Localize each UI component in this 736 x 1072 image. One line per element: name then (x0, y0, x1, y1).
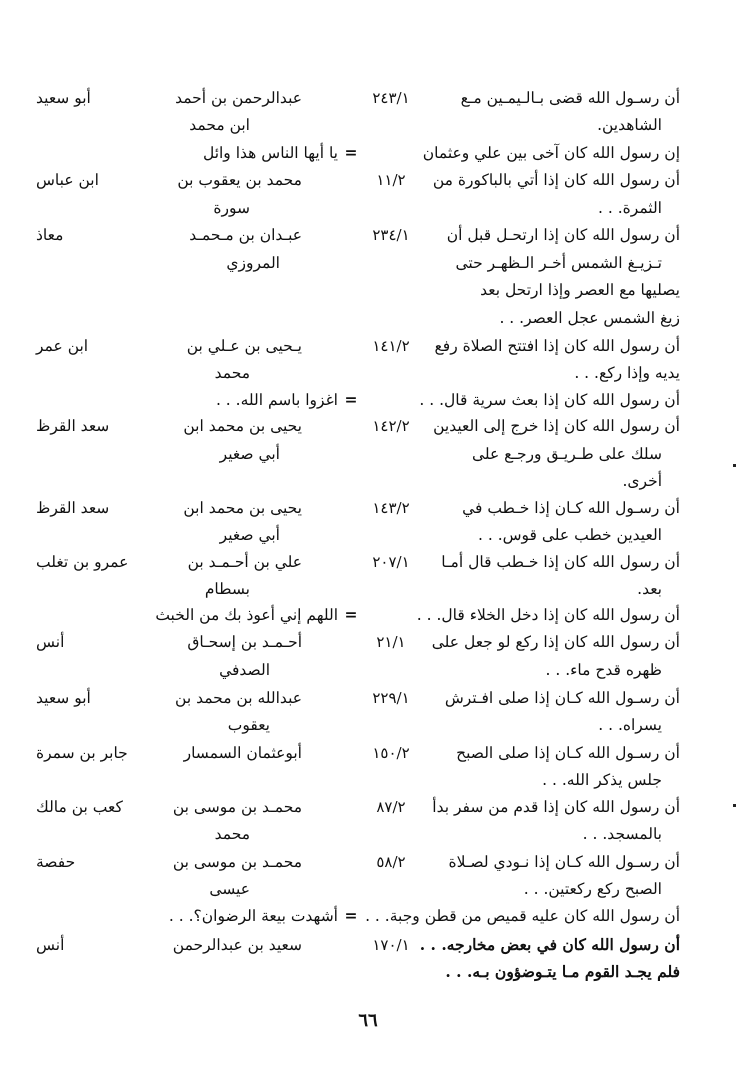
reference-number: ١٧٠/١ (372, 936, 410, 954)
companion-narrator: أبو سعيد (36, 89, 91, 107)
reference-number: ٥٨/٢ (376, 853, 406, 871)
hadith-text: أن رسول الله كان في بعض مخارجه. . . (419, 935, 680, 954)
reference-number: ٢٠٧/١ (372, 553, 410, 571)
hadith-text: العيدين خطب على قوس. . . (477, 526, 662, 544)
chain-narrator: يعقوب (227, 716, 270, 734)
chain-narrator: سعيد بن عبدالرحمن (172, 936, 302, 954)
hadith-text: بالمسجد. . . (582, 825, 662, 843)
equals-sign: = (344, 906, 358, 925)
hadith-text: أن رسول الله كان إذا قدم من سفر بدأ (432, 798, 680, 816)
chain-narrator: سورة (213, 199, 250, 217)
hadith-text: أن رسول الله كان إذا خرج إلى العيدين (433, 417, 680, 435)
chain-narrator: عبـدان بن مـحمـد (189, 226, 302, 244)
chain-narrator: أبوعثمان السمسار (183, 744, 302, 762)
companion-narrator: أنس (36, 936, 65, 954)
table-row (0, 902, 736, 930)
topic-text: اللهم إني أعوذ بك من الخبث (155, 606, 338, 624)
table-row (0, 848, 736, 876)
chain-narrator: المروزي (226, 254, 280, 272)
chain-narrator: محمد (214, 825, 250, 843)
equals-sign: = (344, 605, 358, 624)
table-row (0, 494, 736, 522)
hadith-text: يسراه. . . (598, 716, 662, 734)
table-row (0, 684, 736, 712)
table-row (0, 931, 736, 959)
hadith-text: أن رسول الله كان إذا ارتحـل قبل أن (446, 226, 680, 244)
chain-narrator: محمد (214, 364, 250, 382)
chain-narrator: عيسى (209, 880, 250, 898)
chain-narrator: أبي صغير (219, 445, 280, 463)
table-row (0, 875, 736, 903)
companion-narrator: سعد القرظ (36, 417, 110, 435)
topic-text: أشهدت بيعة الرضوان؟. . . (168, 907, 338, 925)
hadith-text: يصليها مع العصر وإذا ارتحل بعد (480, 281, 680, 299)
hadith-text: أخرى. (622, 472, 662, 490)
table-row (0, 249, 736, 277)
table-row (0, 656, 736, 684)
table-row (0, 139, 736, 167)
hadith-text: زيغ الشمس عجل العصر. . . (499, 309, 680, 327)
hadith-text: أن رسول الله كان عليه قميص من قطن وجبة. . . (365, 907, 680, 925)
companion-narrator: جابر بن سمرة (36, 744, 128, 762)
equals-sign: = (344, 390, 358, 409)
table-row (0, 194, 736, 222)
chain-narrator: محمد بن يعقوب بن (177, 171, 302, 189)
reference-number: ٢١/١ (376, 633, 406, 651)
table-row (0, 84, 736, 112)
companion-narrator: أبو سعيد (36, 689, 91, 707)
table-row (0, 521, 736, 549)
hadith-text: أن رسـول الله قضى بـالـيمـين مـع (460, 89, 680, 107)
hadith-text: سلك على طـريـق ورجـع على (471, 445, 662, 463)
hadith-text: بعد. (637, 580, 662, 598)
companion-narrator: سعد القرظ (36, 499, 110, 517)
hadith-text: أن رسول الله كان إذا ركع لو جعل على (431, 633, 680, 651)
table-row (0, 440, 736, 468)
table-row (0, 958, 736, 986)
hadith-text: أن رسـول الله كـان إذا صلى افـترش (444, 689, 680, 707)
chain-narrator: محمـد بن موسى بن (172, 798, 302, 816)
table-row (0, 467, 736, 495)
table-row (0, 766, 736, 794)
hadith-text: أن رسول الله كان إذا دخل الخلاء قال. . . (416, 606, 680, 624)
companion-narrator: أنس (36, 633, 65, 651)
chain-narrator: يـحيى بن عـلي بن (186, 337, 302, 355)
companion-narrator: حفصة (36, 853, 76, 871)
hadith-text: ظهره قدح ماء. . . (545, 661, 662, 679)
hadith-text: فلم يجـد القوم مـا يتـوضؤون بـه. . . (445, 962, 680, 981)
reference-number: ١٤٢/٢ (372, 417, 410, 435)
table-row (0, 304, 736, 332)
companion-narrator: ابن عباس (36, 171, 99, 189)
table-row (0, 166, 736, 194)
companion-narrator: كعب بن مالك (36, 798, 123, 816)
hadith-text: يديه وإذا ركع. . . (574, 364, 680, 382)
chain-narrator: يحيى بن محمد ابن (183, 417, 302, 435)
table-row (0, 111, 736, 139)
chain-narrator: علي بن أحـمـد بن (187, 553, 302, 571)
chain-narrator: عبدالرحمن بن أحمد (175, 89, 302, 107)
hadith-text: تـزيـغ الشمس أخـر الـظهـر حتى (455, 254, 662, 272)
topic-text: يا أيها الناس هذا وائل (202, 144, 338, 162)
page-number: ٦٦ (358, 1010, 378, 1031)
chain-narrator: الصدفي (219, 661, 270, 679)
table-row (0, 221, 736, 249)
table-row (0, 412, 736, 440)
equals-sign: = (344, 143, 358, 162)
table-row (0, 711, 736, 739)
chain-narrator: أحـمـد بن إسحـاق (187, 633, 302, 651)
companion-narrator: عمرو بن تغلب (36, 553, 129, 571)
hadith-text: الصبح ركع ركعتين. . . (523, 880, 662, 898)
topic-text: اغزوا باسم الله. . . (215, 391, 338, 409)
table-row (0, 276, 736, 304)
table-row (0, 548, 736, 576)
reference-number: ١١/٢ (376, 171, 406, 189)
chain-narrator: بسطام (204, 580, 250, 598)
hadith-text: أن رسـول الله كـان إذا صلى الصبح (456, 744, 680, 762)
hadith-text: أن رسول الله كان إذا أتي بالباكورة من (432, 171, 680, 189)
table-row (0, 359, 736, 387)
companion-narrator: ابن عمر (36, 337, 89, 355)
table-row (0, 739, 736, 767)
hadith-text: الشاهدين. (597, 116, 662, 134)
table-row (0, 793, 736, 821)
hadith-text: جلس يذكر الله. . . (542, 771, 662, 789)
reference-number: ٢٤٣/١ (372, 89, 410, 107)
hadith-text: أن رسول الله كان إذا بعث سرية قال. . . (419, 391, 680, 409)
reference-number: ٢٣٤/١ (372, 226, 410, 244)
table-row (0, 601, 736, 629)
hadith-text: أن رسول الله كان إذا افتتح الصلاة رفع (434, 337, 680, 355)
chain-narrator: محمـد بن موسى بن (172, 853, 302, 871)
reference-number: ١٥٠/٢ (372, 744, 410, 762)
table-row (0, 575, 736, 603)
hadith-text: أن رسـول الله كـان إذا خـطب في (462, 499, 680, 517)
hadith-text: إن رسول الله كان آخى بين علي وعثمان (422, 144, 680, 162)
hadith-text: أن رسول الله كان إذا خـطب قال أمـا (441, 553, 680, 571)
reference-number: ١٤٣/٢ (372, 499, 410, 517)
reference-number: ٢٢٩/١ (372, 689, 410, 707)
chain-narrator: ابن محمد (189, 116, 250, 134)
table-row (0, 628, 736, 656)
table-row (0, 332, 736, 360)
reference-number: ١٤١/٢ (372, 337, 410, 355)
chain-narrator: أبي صغير (219, 526, 280, 544)
hadith-text: أن رسـول الله كـان إذا نـودي لصـلاة (448, 853, 680, 871)
reference-number: ٨٧/٢ (376, 798, 406, 816)
chain-narrator: يحيى بن محمد ابن (183, 499, 302, 517)
hadith-text: الثمرة. . . (598, 199, 662, 217)
chain-narrator: عبدالله بن محمد بن (175, 689, 302, 707)
companion-narrator: معاذ (36, 226, 64, 244)
table-row (0, 386, 736, 414)
table-row (0, 820, 736, 848)
